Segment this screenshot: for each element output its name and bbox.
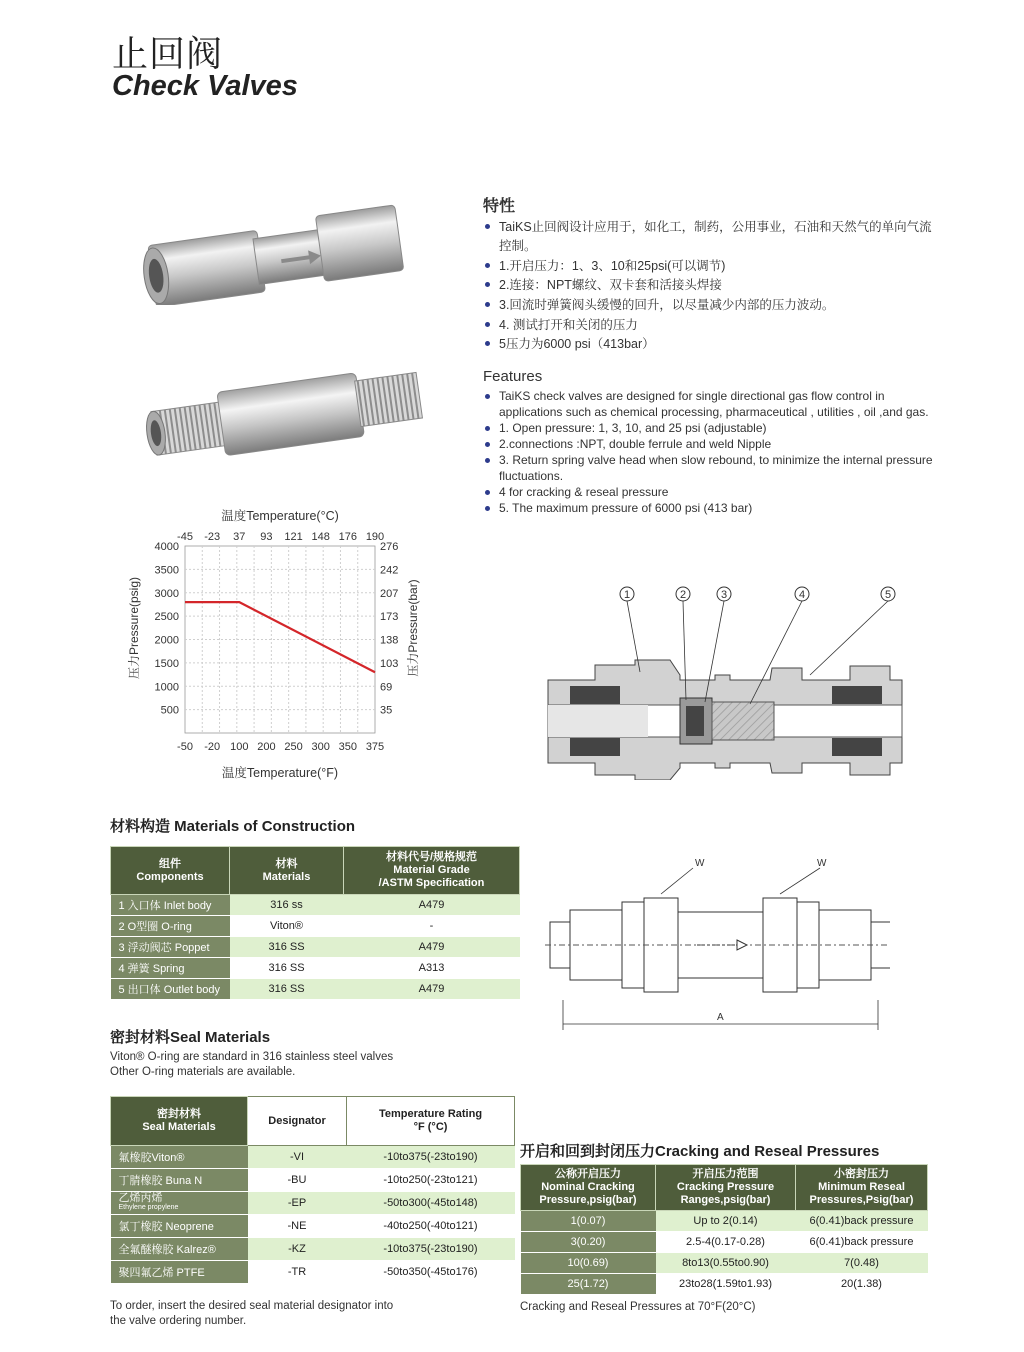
w-label-left: W — [695, 858, 705, 869]
cracking-footnote: Cracking and Reseal Pressures at 70°F(20°C) — [520, 1301, 756, 1313]
chart-tick-label: 2500 — [154, 611, 179, 624]
chart-tick-label: 2000 — [154, 634, 179, 647]
w-label-right: W — [817, 858, 827, 869]
materials-col-materials: 材料 Materials — [230, 847, 344, 895]
chart-grid — [185, 546, 375, 733]
chart-tick-label: -50 — [177, 741, 193, 753]
callout-5: 5 — [884, 589, 892, 601]
table-row: 3(0.20) 2.5-4(0.17-0.28) 6(0.41)back pressure — [521, 1232, 928, 1253]
features-en-heading: Features — [483, 368, 543, 385]
chart-bottom-axis-label: 温度Temperature(°F) — [221, 766, 339, 780]
chart-tick-label: 3000 — [154, 587, 179, 600]
table-row: 丁腈橡胶 Buna N -BU -10to250(-23to121) — [111, 1169, 515, 1192]
callout-1: 1 — [623, 589, 631, 601]
table-row: 25(1.72) 23to28(1.59to1.93) 20(1.38) — [521, 1274, 928, 1295]
table-row: 5 出口体 Outlet body 316 SS A479 — [111, 979, 520, 1000]
feature-cn-item: TaiKS止回阀设计应用于，如化工，制药，公用事业，石油和天然气的单向气流控制。 — [483, 218, 943, 257]
table-row: 全氟醚橡胶 Kalrez® -KZ -10to375(-23to190) — [111, 1238, 515, 1261]
chart-tick-label: 121 — [284, 531, 303, 543]
table-row: 10(0.69) 8to13(0.55to0.90) 7(0.48) — [521, 1253, 928, 1274]
chart-tick-label: 276 — [380, 541, 399, 553]
feature-en-item: 2.connections :NPT, double ferrule and weld Nipple — [483, 436, 943, 452]
chart-right-axis-label: 压力Pressure(bar) — [406, 579, 420, 677]
materials-title: 材料构造 Materials of Construction — [110, 818, 356, 835]
cracking-table: 公称开启压力 Nominal Cracking Pressure,psig(bar) 开启压力范围 Cracking Pressure Ranges,psig(bar) 小密封压力 Minimum Reseal Pressures,Psig(bar) 1(0.07) Up to 2(0.14) 6(0.41)back pressure 3(0.20) 2.5-4(0.17-0.28) 6(0.41)back pressure 10(0.69) 8to13(0.55to0.90) 7(0.48) 25(1.72) 23to28(1.59to1.93) 20(1.38) — [520, 1164, 928, 1295]
feature-en-item: TaiKS check valves are designed for single directional gas flow control in applications such as chemical processing, pharmaceutical , utilities , oil ,and gas. — [483, 388, 943, 420]
chart-tick-label: -23 — [204, 531, 221, 543]
callout-4: 4 — [798, 589, 806, 601]
features-en — [483, 369, 943, 516]
chart-tick-label: 1000 — [154, 681, 179, 694]
table-row: 1(0.07) Up to 2(0.14) 6(0.41)back pressure — [521, 1211, 928, 1232]
cross-section-diagram — [540, 580, 910, 780]
table-row: 4 弹簧 Spring 316 SS A313 — [111, 958, 520, 979]
feature-cn-item: 2.连接：NPT螺纹、双卡套和活接头焊接 — [483, 276, 943, 296]
materials-col-grade: 材料代号/规格规范 Material Grade /ASTM Specification — [344, 847, 520, 895]
feature-cn-item: 3.回流时弹簧阀头缓慢的回升，以尽量减少内部的压力波动。 — [483, 296, 943, 316]
chart-left-axis-label: 压力Pressure(psig) — [127, 576, 141, 680]
materials-col-components: 组件 Components — [111, 847, 230, 895]
table-row: 乙烯丙烯 Ethylene propylene -EP -50to300(-45to148) — [111, 1192, 515, 1215]
chart-tick-label: 4000 — [154, 541, 179, 553]
pressure-temperature-chart — [110, 500, 430, 790]
chart-tick-label: 250 — [284, 741, 303, 753]
table-row: 聚四氟乙烯 PTFE -TR -50to350(-45to176) — [111, 1261, 515, 1284]
chart-tick-label: 200 — [257, 741, 276, 753]
table-row: 2 O型圈 O-ring Viton® - — [111, 916, 520, 937]
features-cn-heading: 特性 — [483, 198, 516, 215]
chart-tick-label: 207 — [380, 587, 399, 600]
seal-intro: Viton® O-ring are standard in 316 stainless steel valves Other O-ring materials are available. — [110, 1051, 394, 1078]
table-row: 氯丁橡胶 Neoprene -NE -40to250(-40to121) — [111, 1215, 515, 1238]
chart-tick-label: 173 — [380, 611, 399, 624]
materials-table — [110, 846, 520, 1000]
chart-tick-label: 3500 — [154, 564, 179, 577]
callout-3: 3 — [720, 589, 728, 601]
page-title-cn: 止回阀 — [112, 34, 224, 75]
chart-tick-label: 138 — [380, 634, 399, 647]
callout-2: 2 — [679, 589, 687, 601]
table-row: 3 浮动阀芯 Poppet 316 SS A479 — [111, 937, 520, 958]
chart-tick-label: 100 — [230, 741, 249, 753]
feature-en-item: 1. Open pressure: 1, 3, 10, and 25 psi (adjustable) — [483, 420, 943, 436]
feature-cn-item: 5压力为6000 psi（413bar） — [483, 335, 943, 355]
chart-tick-label: 300 — [311, 741, 330, 753]
cracking-title: 开启和回到封闭压力Cracking and Reseal Pressures — [520, 1143, 880, 1160]
a-label: A — [717, 1012, 724, 1023]
chart-tick-label: 103 — [380, 657, 399, 670]
features-cn — [483, 197, 943, 355]
feature-cn-item: 4. 测试打开和关闭的压力 — [483, 316, 943, 336]
chart-tick-label: 93 — [260, 531, 273, 543]
chart-tick-label: 190 — [365, 531, 385, 543]
feature-cn-item: 1.开启压力：1、3、10和25psi(可以调节) — [483, 257, 943, 277]
chart-tick-label: 37 — [233, 531, 246, 543]
chart-tick-label: 500 — [160, 704, 179, 717]
chart-tick-label: 35 — [380, 704, 393, 717]
feature-en-item: 4 for cracking & reseal pressure — [483, 484, 943, 500]
chart-tick-label: -20 — [204, 741, 221, 753]
chart-tick-label: 148 — [311, 531, 330, 543]
chart-tick-label: 176 — [338, 531, 358, 543]
feature-en-item: 5. The maximum pressure of 6000 psi (413 bar) — [483, 500, 943, 516]
chart-tick-label: 350 — [338, 741, 358, 753]
seal-title: 密封材料Seal Materials — [110, 1029, 271, 1046]
page-title-en: Check Valves — [112, 70, 298, 102]
chart-tick-label: -45 — [177, 531, 193, 543]
chart-tick-label: 1500 — [154, 657, 179, 670]
female-check-valve-image — [130, 200, 420, 305]
seal-footnote: To order, insert the desired seal material designator into the valve ordering number. — [110, 1300, 394, 1327]
table-row: 1 入口体 Inlet body 316 ss A479 — [111, 895, 520, 916]
dimension-drawing — [545, 850, 890, 1035]
chart-tick-label: 242 — [380, 564, 399, 577]
male-check-valve-image — [140, 355, 430, 465]
feature-en-item: 3. Return spring valve head when slow rebound, to minimize the internal pressure fluctuations. — [483, 452, 943, 484]
chart-tick-label: 69 — [380, 681, 393, 694]
chart-top-axis-label: 温度Temperature(°C) — [221, 509, 339, 523]
chart-tick-label: 375 — [365, 741, 385, 753]
table-row: 氟橡胶Viton® -VI -10to375(-23to190) — [111, 1146, 515, 1169]
seal-table: 密封材料 Seal Materials Designator Temperature Rating °F (°C) 氟橡胶Viton® -VI -10to375(-23to190) 丁腈橡胶 Buna N -BU -10to250(-23to121) 乙烯丙烯 Ethylene propylene -EP -50to300(-45to148) 氯丁橡胶 Neoprene -NE -40to250(-40to121) 全氟醚橡胶 Kalrez® -KZ -10to375(-23to190) 聚四氟乙烯 PTFE -TR -50to350(-45to176) — [110, 1096, 515, 1284]
